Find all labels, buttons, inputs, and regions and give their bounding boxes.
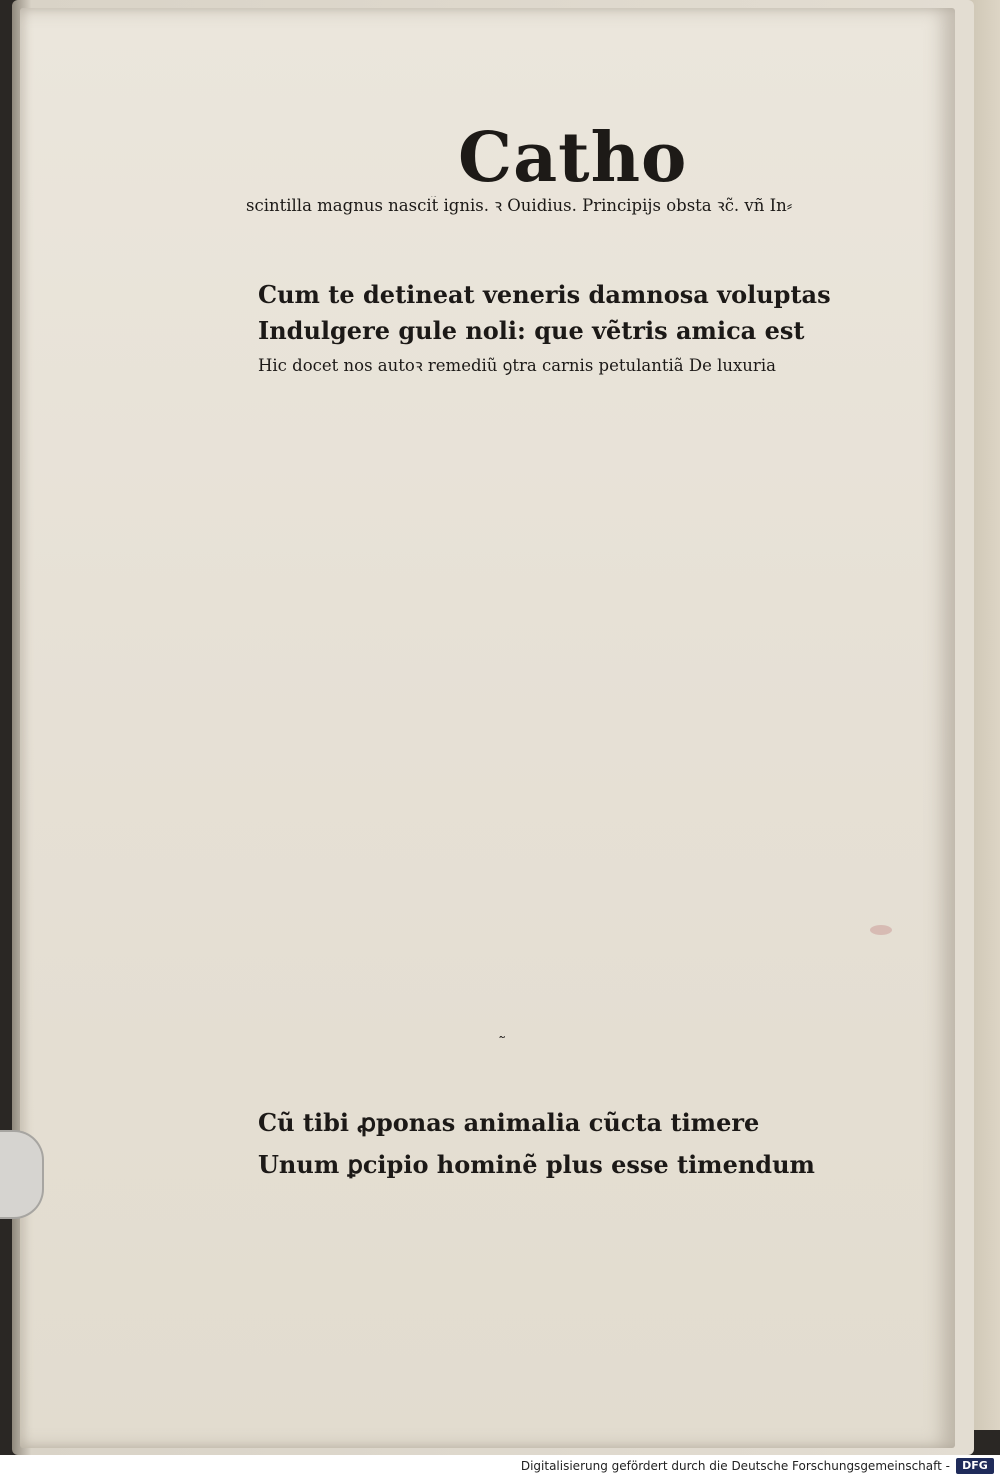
verse-line: Indulgere gule noli: que vẽtris amica est bbox=[258, 316, 805, 345]
commentary-block bbox=[258, 356, 876, 1038]
verse-block-2 bbox=[258, 1108, 878, 1192]
running-heading: Catho bbox=[458, 118, 688, 198]
page-clip bbox=[0, 1130, 44, 1219]
verse-line: Unum ꝑcipio hominẽ plus esse timendum bbox=[258, 1150, 815, 1179]
verse-line: Cũ tibi ꝓponas animalia cũcta timere bbox=[258, 1108, 760, 1137]
verse-block-1 bbox=[258, 280, 878, 352]
dfg-logo: DFG bbox=[956, 1458, 994, 1474]
text-line: scintilla magnus nascit̃ ignis. ꝛ Ouidius. Principijs obsta ꝛc̃. vñ In⸗ bbox=[246, 196, 793, 215]
prose-block-1 bbox=[246, 196, 876, 260]
funding-credit: Digitalisierung gefördert durch die Deutsche Forschungsgemeinschaft - bbox=[520, 1459, 950, 1473]
verse-line: Cum te detineat veneris damnosa voluptas bbox=[258, 280, 831, 309]
text-line: Hic docet nos autoꝛ remediũ ꝯtra carnis petulantiã De luxuria bbox=[258, 356, 776, 375]
